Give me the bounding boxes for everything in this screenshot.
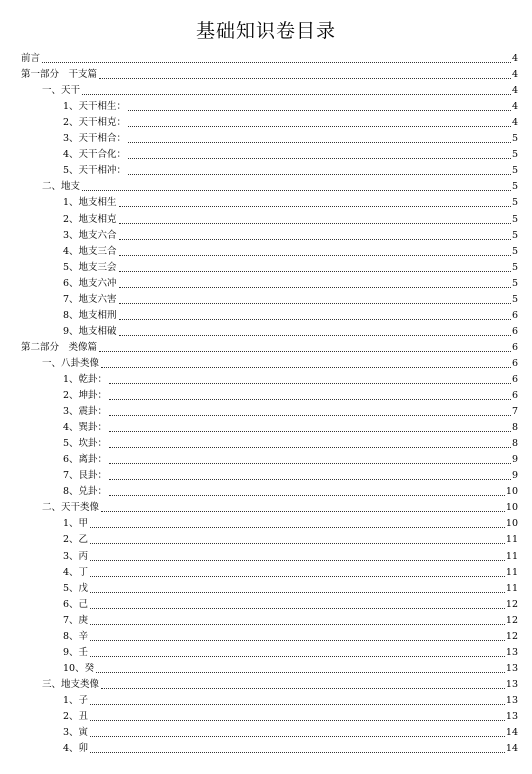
- toc-entry-page-number: 6: [511, 373, 518, 385]
- toc-dot-leader: [119, 287, 511, 288]
- toc-entry[interactable]: [21, 322, 518, 338]
- toc-entry-label: 6、己: [63, 598, 89, 610]
- toc-entry[interactable]: [21, 739, 518, 755]
- toc-entry-page-number: 5: [511, 133, 518, 145]
- toc-entry-label: 8、地支相刑: [63, 309, 117, 321]
- toc-entry-label: 1、天干相生：: [63, 101, 127, 113]
- toc-entry-label: 4、巽卦：: [63, 422, 108, 434]
- toc-entry-page-number: 13: [505, 710, 518, 722]
- toc-entry-page-number: 12: [505, 614, 518, 626]
- toc-entry[interactable]: [21, 65, 518, 81]
- toc-entry-page-number: 11: [505, 582, 518, 594]
- toc-entry-page-number: 14: [505, 743, 518, 755]
- toc-entry[interactable]: [21, 306, 518, 322]
- toc-entry-page-number: 13: [505, 678, 518, 690]
- toc-entry-label: 9、壬: [63, 646, 89, 658]
- toc-entry[interactable]: [21, 659, 518, 675]
- toc-entry[interactable]: [21, 242, 518, 258]
- toc-dot-leader: [119, 255, 511, 256]
- toc-entry-page-number: 8: [511, 438, 518, 450]
- toc-entry[interactable]: [21, 209, 518, 225]
- toc-entry-label: 1、子: [63, 694, 89, 706]
- toc-entry[interactable]: [21, 627, 518, 643]
- toc-entry[interactable]: [21, 611, 518, 627]
- toc-entry-label: 第一部分 干支篇: [21, 69, 98, 81]
- toc-entry-label: 9、地支相破: [63, 325, 117, 337]
- toc-dot-leader: [109, 463, 511, 464]
- toc-dot-leader: [90, 527, 505, 528]
- toc-entry-label: 4、地支三合: [63, 245, 117, 257]
- toc-entry[interactable]: [21, 290, 518, 306]
- toc-dot-leader: [42, 62, 511, 63]
- toc-entry-label: 5、戊: [63, 582, 89, 594]
- toc-entry-label: 5、天干相冲：: [63, 165, 127, 177]
- toc-entry[interactable]: [21, 466, 518, 482]
- toc-entry-label: 2、坤卦：: [63, 390, 108, 402]
- toc-entry[interactable]: [21, 643, 518, 659]
- toc-entry-page-number: 6: [511, 309, 518, 321]
- toc-entry[interactable]: [21, 258, 518, 274]
- toc-entry[interactable]: [21, 498, 518, 514]
- toc-entry[interactable]: [21, 81, 518, 97]
- toc-entry-label: 3、震卦：: [63, 406, 108, 418]
- toc-dot-leader: [119, 303, 511, 304]
- toc-entry[interactable]: [21, 161, 518, 177]
- toc-entry-label: 4、天干合化：: [63, 149, 127, 161]
- toc-entry[interactable]: [21, 97, 518, 113]
- toc-entry[interactable]: [21, 418, 518, 434]
- toc-dot-leader: [99, 351, 511, 352]
- toc-dot-leader: [109, 479, 511, 480]
- toc-dot-leader: [109, 383, 511, 384]
- toc-entry-page-number: 10: [505, 518, 518, 530]
- toc-dot-leader: [90, 640, 505, 641]
- toc-dot-leader: [90, 720, 505, 721]
- table-of-contents: [21, 49, 518, 755]
- toc-dot-leader: [90, 736, 505, 737]
- toc-dot-leader: [128, 126, 511, 127]
- toc-entry-page-number: 4: [511, 69, 518, 81]
- toc-dot-leader: [119, 271, 511, 272]
- toc-dot-leader: [128, 174, 511, 175]
- toc-entry[interactable]: [21, 113, 518, 129]
- toc-entry-label: 7、艮卦：: [63, 470, 108, 482]
- toc-entry[interactable]: [21, 482, 518, 498]
- toc-entry[interactable]: [21, 450, 518, 466]
- toc-entry[interactable]: [21, 434, 518, 450]
- toc-entry-page-number: 5: [511, 165, 518, 177]
- toc-entry-label: 一、八卦类像: [42, 357, 100, 369]
- toc-entry[interactable]: [21, 226, 518, 242]
- toc-entry-label: 8、辛: [63, 630, 89, 642]
- toc-entry-label: 3、地支六合: [63, 229, 117, 241]
- toc-dot-leader: [109, 399, 511, 400]
- toc-entry-page-number: 5: [511, 261, 518, 273]
- toc-dot-leader: [96, 672, 505, 673]
- toc-dot-leader: [90, 752, 505, 753]
- toc-entry-page-number: 8: [511, 422, 518, 434]
- toc-dot-leader: [119, 335, 511, 336]
- toc-entry[interactable]: [21, 691, 518, 707]
- toc-dot-leader: [128, 110, 511, 111]
- toc-dot-leader: [90, 560, 505, 561]
- toc-dot-leader: [109, 431, 511, 432]
- toc-entry[interactable]: [21, 595, 518, 611]
- toc-entry-page-number: 4: [511, 85, 518, 97]
- toc-dot-leader: [90, 543, 505, 544]
- toc-dot-leader: [109, 447, 511, 448]
- toc-entry[interactable]: [21, 193, 518, 209]
- toc-dot-leader: [119, 206, 511, 207]
- toc-entry[interactable]: [21, 386, 518, 402]
- toc-entry[interactable]: [21, 530, 518, 546]
- toc-entry-page-number: 13: [505, 694, 518, 706]
- toc-dot-leader: [90, 624, 505, 625]
- toc-entry[interactable]: [21, 546, 518, 562]
- toc-dot-leader: [82, 190, 511, 191]
- toc-entry-label: 4、丁: [63, 566, 89, 578]
- toc-entry[interactable]: [21, 49, 518, 65]
- toc-entry-page-number: 5: [511, 293, 518, 305]
- toc-entry-page-number: 10: [505, 502, 518, 514]
- toc-entry-page-number: 11: [505, 534, 518, 546]
- toc-dot-leader: [128, 158, 511, 159]
- toc-entry-page-number: 5: [511, 149, 518, 161]
- toc-entry-label: 5、坎卦：: [63, 438, 108, 450]
- toc-entry-label: 3、寅: [63, 727, 89, 739]
- toc-entry-label: 1、甲: [63, 518, 89, 530]
- toc-entry[interactable]: [21, 563, 518, 579]
- toc-dot-leader: [101, 511, 505, 512]
- toc-entry-page-number: 5: [511, 181, 518, 193]
- toc-entry-page-number: 9: [511, 470, 518, 482]
- toc-entry-page-number: 14: [505, 727, 518, 739]
- toc-entry[interactable]: [21, 579, 518, 595]
- toc-entry-page-number: 11: [505, 566, 518, 578]
- toc-dot-leader: [101, 688, 505, 689]
- toc-entry-label: 7、地支六害: [63, 293, 117, 305]
- toc-entry-label: 二、地支: [42, 181, 81, 193]
- toc-entry[interactable]: [21, 145, 518, 161]
- toc-entry-page-number: 6: [511, 390, 518, 402]
- toc-dot-leader: [90, 608, 505, 609]
- toc-entry-page-number: 4: [511, 101, 518, 113]
- toc-dot-leader: [99, 78, 511, 79]
- toc-entry-label: 2、丑: [63, 710, 89, 722]
- toc-dot-leader: [119, 239, 511, 240]
- toc-entry-page-number: 10: [505, 486, 518, 498]
- toc-entry-label: 二、天干类像: [42, 502, 100, 514]
- toc-entry-label: 6、离卦：: [63, 454, 108, 466]
- toc-entry-label: 10、癸: [63, 662, 95, 674]
- toc-entry[interactable]: [21, 514, 518, 530]
- toc-entry-label: 5、地支三会: [63, 261, 117, 273]
- toc-entry-page-number: 6: [511, 357, 518, 369]
- toc-entry-page-number: 5: [511, 213, 518, 225]
- toc-entry-page-number: 6: [511, 341, 518, 353]
- toc-entry-page-number: 4: [511, 53, 518, 65]
- toc-entry[interactable]: [21, 338, 518, 354]
- toc-entry[interactable]: [21, 177, 518, 193]
- toc-entry-page-number: 5: [511, 229, 518, 241]
- toc-entry-page-number: 5: [511, 245, 518, 257]
- toc-entry-page-number: 6: [511, 325, 518, 337]
- toc-entry[interactable]: [21, 402, 518, 418]
- toc-entry-label: 6、地支六冲: [63, 277, 117, 289]
- toc-entry[interactable]: [21, 707, 518, 723]
- toc-entry-page-number: 7: [511, 406, 518, 418]
- toc-dot-leader: [90, 592, 505, 593]
- toc-dot-leader: [90, 656, 505, 657]
- toc-entry-page-number: 12: [505, 598, 518, 610]
- toc-entry[interactable]: [21, 675, 518, 691]
- toc-entry-label: 前言: [21, 53, 41, 65]
- toc-dot-leader: [109, 415, 511, 416]
- toc-dot-leader: [90, 704, 505, 705]
- toc-entry-label: 4、卯: [63, 743, 89, 755]
- toc-entry-label: 8、兑卦：: [63, 486, 108, 498]
- document-title: 基础知识卷目录: [195, 20, 336, 42]
- toc-entry-label: 一、天干: [42, 85, 81, 97]
- toc-dot-leader: [109, 495, 505, 496]
- toc-entry-page-number: 5: [511, 277, 518, 289]
- toc-entry-label: 2、乙: [63, 534, 89, 546]
- toc-dot-leader: [90, 576, 505, 577]
- toc-entry[interactable]: [21, 370, 518, 386]
- toc-entry-label: 2、天干相克：: [63, 117, 127, 129]
- toc-dot-leader: [101, 367, 511, 368]
- toc-entry-label: 第二部分 类像篇: [21, 341, 98, 353]
- toc-entry-label: 三、地支类像: [42, 678, 100, 690]
- toc-entry[interactable]: [21, 129, 518, 145]
- toc-entry-label: 3、天干相合：: [63, 133, 127, 145]
- toc-entry-page-number: 11: [505, 550, 518, 562]
- toc-entry-label: 3、丙: [63, 550, 89, 562]
- toc-entry[interactable]: [21, 354, 518, 370]
- toc-entry-page-number: 4: [511, 117, 518, 129]
- toc-entry[interactable]: [21, 723, 518, 739]
- toc-entry-label: 7、庚: [63, 614, 89, 626]
- toc-entry-label: 1、地支相生: [63, 197, 117, 209]
- toc-dot-leader: [128, 142, 511, 143]
- toc-entry-page-number: 12: [505, 630, 518, 642]
- toc-dot-leader: [119, 319, 511, 320]
- toc-entry[interactable]: [21, 274, 518, 290]
- toc-entry-page-number: 13: [505, 662, 518, 674]
- toc-dot-leader: [82, 94, 511, 95]
- toc-dot-leader: [119, 223, 511, 224]
- toc-entry-label: 1、乾卦：: [63, 373, 108, 385]
- toc-entry-page-number: 9: [511, 454, 518, 466]
- toc-entry-page-number: 13: [505, 646, 518, 658]
- toc-entry-label: 2、地支相克: [63, 213, 117, 225]
- toc-entry-page-number: 5: [511, 197, 518, 209]
